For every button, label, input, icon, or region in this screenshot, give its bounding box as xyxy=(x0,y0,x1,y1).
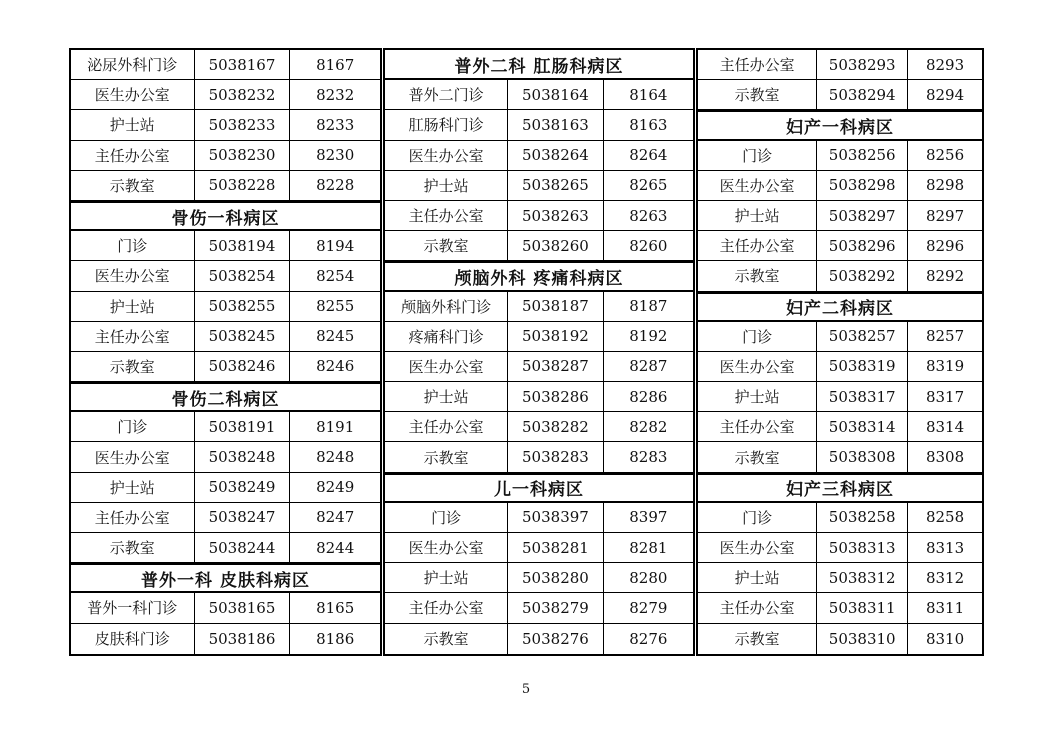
table-row xyxy=(71,442,380,472)
table-row xyxy=(698,382,982,412)
phone-number-cell: 5038397 xyxy=(508,503,603,532)
extension-cell: 8186 xyxy=(316,629,355,648)
location-name-cell: 护士站 xyxy=(698,563,817,592)
table-row xyxy=(71,473,380,503)
phone-number-cell: 5038292 xyxy=(817,261,908,290)
location-name-cell: 门诊 xyxy=(698,141,817,170)
extension-cell: 8246 xyxy=(316,357,355,376)
table-row xyxy=(385,80,693,110)
location-name-cell: 示教室 xyxy=(385,442,508,471)
extension-cell: 8279 xyxy=(629,598,668,617)
extension-cell: 8287 xyxy=(629,357,668,376)
extension-cell: 8292 xyxy=(925,266,965,285)
section-header: 骨伤二科病区 xyxy=(71,382,380,412)
location-name-cell: 疼痛科门诊 xyxy=(385,322,508,351)
phone-number-cell: 5038255 xyxy=(195,292,291,321)
location-name-cell: 示教室 xyxy=(385,231,508,260)
phone-number-cell: 5038258 xyxy=(817,503,908,532)
page-number: 5 xyxy=(521,682,531,697)
phone-number-cell: 5038314 xyxy=(817,412,908,441)
section-header: 骨伤一科病区 xyxy=(71,201,380,231)
location-name-cell: 颅脑外科门诊 xyxy=(385,292,508,321)
phone-number-cell: 5038187 xyxy=(508,292,603,321)
phone-number-cell: 5038297 xyxy=(817,201,908,230)
phone-number-cell: 5038228 xyxy=(195,171,291,200)
phone-number-cell: 5038276 xyxy=(508,624,603,654)
table-row xyxy=(385,201,693,231)
directory-table-right xyxy=(696,48,984,656)
location-name-cell: 门诊 xyxy=(385,503,508,532)
location-name-cell: 主任办公室 xyxy=(698,231,817,260)
phone-number-cell: 5038260 xyxy=(508,231,603,260)
location-name-cell: 主任办公室 xyxy=(71,322,195,351)
phone-number-cell: 5038163 xyxy=(508,110,603,139)
phone-number-cell: 5038257 xyxy=(817,322,908,351)
table-row xyxy=(385,352,693,382)
table-row xyxy=(698,352,982,382)
table-row xyxy=(385,141,693,171)
location-name-cell: 示教室 xyxy=(698,261,817,290)
extension-cell: 8256 xyxy=(925,146,965,165)
phone-number-cell: 5038282 xyxy=(508,412,603,441)
location-name-cell: 医生办公室 xyxy=(71,442,195,471)
phone-number-cell: 5038283 xyxy=(508,442,603,471)
phone-number-cell: 5038233 xyxy=(195,110,291,139)
extension-cell: 8281 xyxy=(629,538,668,557)
extension-cell: 8319 xyxy=(925,357,965,376)
extension-cell: 8280 xyxy=(629,568,668,587)
table-row xyxy=(385,382,693,412)
table-row xyxy=(698,533,982,563)
extension-cell: 8165 xyxy=(316,598,355,617)
table-row xyxy=(71,141,380,171)
table-row xyxy=(698,171,982,201)
location-name-cell: 主任办公室 xyxy=(71,503,195,532)
extension-cell: 8254 xyxy=(316,266,355,285)
table-row xyxy=(385,442,693,472)
phone-number-cell: 5038313 xyxy=(817,533,908,562)
table-row xyxy=(71,231,380,261)
location-name-cell: 示教室 xyxy=(698,624,817,654)
location-name-cell: 医生办公室 xyxy=(385,533,508,562)
location-name-cell: 主任办公室 xyxy=(698,412,817,441)
location-name-cell: 示教室 xyxy=(698,80,817,109)
phone-number-cell: 5038192 xyxy=(508,322,603,351)
location-name-cell: 护士站 xyxy=(71,473,195,502)
extension-cell: 8286 xyxy=(629,387,668,406)
table-row xyxy=(385,624,693,654)
table-row xyxy=(698,141,982,171)
extension-cell: 8248 xyxy=(316,448,355,467)
phone-number-cell: 5038194 xyxy=(195,231,291,260)
extension-cell: 8247 xyxy=(316,508,355,527)
phone-number-cell: 5038245 xyxy=(195,322,291,351)
extension-cell: 8249 xyxy=(316,478,355,497)
extension-cell: 8283 xyxy=(629,448,668,467)
table-row xyxy=(385,171,693,201)
extension-cell: 8233 xyxy=(316,115,355,134)
extension-cell: 8191 xyxy=(316,417,355,436)
table-row xyxy=(71,352,380,382)
location-name-cell: 护士站 xyxy=(385,563,508,592)
table-row xyxy=(385,412,693,442)
phone-number-cell: 5038254 xyxy=(195,261,291,290)
phone-number-cell: 5038319 xyxy=(817,352,908,381)
directory-table-left xyxy=(69,48,382,656)
location-name-cell: 肛肠科门诊 xyxy=(385,110,508,139)
extension-cell: 8311 xyxy=(925,598,965,617)
phone-number-cell: 5038186 xyxy=(195,624,291,654)
table-row xyxy=(698,442,982,472)
extension-cell: 8163 xyxy=(629,115,668,134)
section-header: 妇产三科病区 xyxy=(698,473,982,503)
table-row xyxy=(71,50,380,80)
section-header: 普外一科 皮肤科病区 xyxy=(71,563,380,593)
phone-number-cell: 5038281 xyxy=(508,533,603,562)
extension-cell: 8308 xyxy=(925,448,965,467)
extension-cell: 8230 xyxy=(316,146,355,165)
table-row xyxy=(71,292,380,322)
phone-number-cell: 5038265 xyxy=(508,171,603,200)
table-row xyxy=(71,261,380,291)
phone-number-cell: 5038263 xyxy=(508,201,603,230)
table-row xyxy=(698,624,982,654)
extension-cell: 8312 xyxy=(925,568,965,587)
extension-cell: 8265 xyxy=(629,176,668,195)
table-row xyxy=(698,593,982,623)
location-name-cell: 护士站 xyxy=(698,382,817,411)
phone-number-cell: 5038248 xyxy=(195,442,291,471)
phone-number-cell: 5038244 xyxy=(195,533,291,562)
phone-number-cell: 5038264 xyxy=(508,141,603,170)
phone-number-cell: 5038308 xyxy=(817,442,908,471)
location-name-cell: 门诊 xyxy=(698,322,817,351)
phone-number-cell: 5038296 xyxy=(817,231,908,260)
table-row xyxy=(71,412,380,442)
extension-cell: 8317 xyxy=(925,387,965,406)
section-header: 颅脑外科 疼痛科病区 xyxy=(385,261,693,291)
location-name-cell: 医生办公室 xyxy=(698,352,817,381)
location-name-cell: 主任办公室 xyxy=(385,593,508,622)
phone-number-cell: 5038246 xyxy=(195,352,291,381)
extension-cell: 8313 xyxy=(925,538,965,557)
extension-cell: 8314 xyxy=(925,417,965,436)
table-row xyxy=(698,503,982,533)
phone-number-cell: 5038249 xyxy=(195,473,291,502)
phone-number-cell: 5038232 xyxy=(195,80,291,109)
extension-cell: 8228 xyxy=(316,176,355,195)
location-name-cell: 泌尿外科门诊 xyxy=(71,50,195,79)
table-row xyxy=(385,593,693,623)
location-name-cell: 护士站 xyxy=(71,110,195,139)
section-header: 普外二科 肛肠科病区 xyxy=(385,50,693,80)
table-row xyxy=(71,533,380,563)
location-name-cell: 门诊 xyxy=(71,231,195,260)
table-row xyxy=(698,563,982,593)
location-name-cell: 护士站 xyxy=(385,171,508,200)
location-name-cell: 医生办公室 xyxy=(385,141,508,170)
location-name-cell: 主任办公室 xyxy=(385,201,508,230)
location-name-cell: 主任办公室 xyxy=(385,412,508,441)
extension-cell: 8194 xyxy=(316,236,355,255)
table-row xyxy=(698,201,982,231)
table-row xyxy=(385,503,693,533)
extension-cell: 8164 xyxy=(629,85,668,104)
location-name-cell: 示教室 xyxy=(71,533,195,562)
table-row xyxy=(385,231,693,261)
extension-cell: 8397 xyxy=(629,508,668,527)
table-row xyxy=(385,292,693,322)
extension-cell: 8263 xyxy=(629,206,668,225)
phone-number-cell: 5038310 xyxy=(817,624,908,654)
table-row xyxy=(698,261,982,291)
location-name-cell: 医生办公室 xyxy=(71,261,195,290)
table-row xyxy=(385,533,693,563)
phone-number-cell: 5038230 xyxy=(195,141,291,170)
location-name-cell: 门诊 xyxy=(698,503,817,532)
extension-cell: 8257 xyxy=(925,327,965,346)
location-name-cell: 主任办公室 xyxy=(698,593,817,622)
location-name-cell: 主任办公室 xyxy=(71,141,195,170)
table-row xyxy=(71,624,380,654)
location-name-cell: 示教室 xyxy=(71,171,195,200)
table-row xyxy=(698,231,982,261)
extension-cell: 8244 xyxy=(316,538,355,557)
table-row xyxy=(698,322,982,352)
phone-number-cell: 5038312 xyxy=(817,563,908,592)
extension-cell: 8310 xyxy=(925,629,965,648)
table-row xyxy=(698,412,982,442)
section-header: 妇产一科病区 xyxy=(698,110,982,140)
extension-cell: 8192 xyxy=(629,327,668,346)
location-name-cell: 护士站 xyxy=(71,292,195,321)
location-name-cell: 示教室 xyxy=(698,442,817,471)
extension-cell: 8296 xyxy=(925,236,965,255)
phone-number-cell: 5038286 xyxy=(508,382,603,411)
table-row xyxy=(71,80,380,110)
extension-cell: 8187 xyxy=(629,297,668,316)
table-row xyxy=(71,110,380,140)
table-row xyxy=(698,50,982,80)
table-row xyxy=(385,563,693,593)
directory-table-middle xyxy=(383,48,695,656)
phone-number-cell: 5038167 xyxy=(195,50,291,79)
location-name-cell: 护士站 xyxy=(385,382,508,411)
phone-number-cell: 5038256 xyxy=(817,141,908,170)
location-name-cell: 普外一科门诊 xyxy=(71,593,195,622)
extension-cell: 8294 xyxy=(925,85,965,104)
table-row xyxy=(71,171,380,201)
phone-number-cell: 5038191 xyxy=(195,412,291,441)
location-name-cell: 医生办公室 xyxy=(698,171,817,200)
phone-number-cell: 5038293 xyxy=(817,50,908,79)
location-name-cell: 示教室 xyxy=(385,624,508,654)
extension-cell: 8232 xyxy=(316,85,355,104)
extension-cell: 8260 xyxy=(629,236,668,255)
section-header: 妇产二科病区 xyxy=(698,292,982,322)
location-name-cell: 门诊 xyxy=(71,412,195,441)
phone-number-cell: 5038317 xyxy=(817,382,908,411)
extension-cell: 8264 xyxy=(629,146,668,165)
extension-cell: 8167 xyxy=(316,55,355,74)
table-row xyxy=(385,110,693,140)
extension-cell: 8255 xyxy=(316,297,355,316)
extension-cell: 8276 xyxy=(629,629,668,648)
phone-number-cell: 5038165 xyxy=(195,593,291,622)
extension-cell: 8298 xyxy=(925,176,965,195)
table-row xyxy=(71,322,380,352)
table-row xyxy=(698,80,982,110)
table-row xyxy=(71,593,380,623)
location-name-cell: 医生办公室 xyxy=(698,533,817,562)
location-name-cell: 医生办公室 xyxy=(71,80,195,109)
phone-number-cell: 5038280 xyxy=(508,563,603,592)
table-row xyxy=(385,322,693,352)
extension-cell: 8245 xyxy=(316,327,355,346)
phone-number-cell: 5038311 xyxy=(817,593,908,622)
phone-number-cell: 5038164 xyxy=(508,80,603,109)
section-header: 儿一科病区 xyxy=(385,473,693,503)
extension-cell: 8282 xyxy=(629,417,668,436)
location-name-cell: 普外二门诊 xyxy=(385,80,508,109)
phone-number-cell: 5038287 xyxy=(508,352,603,381)
phone-number-cell: 5038298 xyxy=(817,171,908,200)
phone-number-cell: 5038279 xyxy=(508,593,603,622)
location-name-cell: 主任办公室 xyxy=(698,50,817,79)
location-name-cell: 皮肤科门诊 xyxy=(71,624,195,654)
location-name-cell: 护士站 xyxy=(698,201,817,230)
extension-cell: 8293 xyxy=(925,55,965,74)
phone-number-cell: 5038294 xyxy=(817,80,908,109)
location-name-cell: 医生办公室 xyxy=(385,352,508,381)
extension-cell: 8297 xyxy=(925,206,965,225)
table-row xyxy=(71,503,380,533)
location-name-cell: 示教室 xyxy=(71,352,195,381)
extension-cell: 8258 xyxy=(925,508,965,527)
phone-number-cell: 5038247 xyxy=(195,503,291,532)
